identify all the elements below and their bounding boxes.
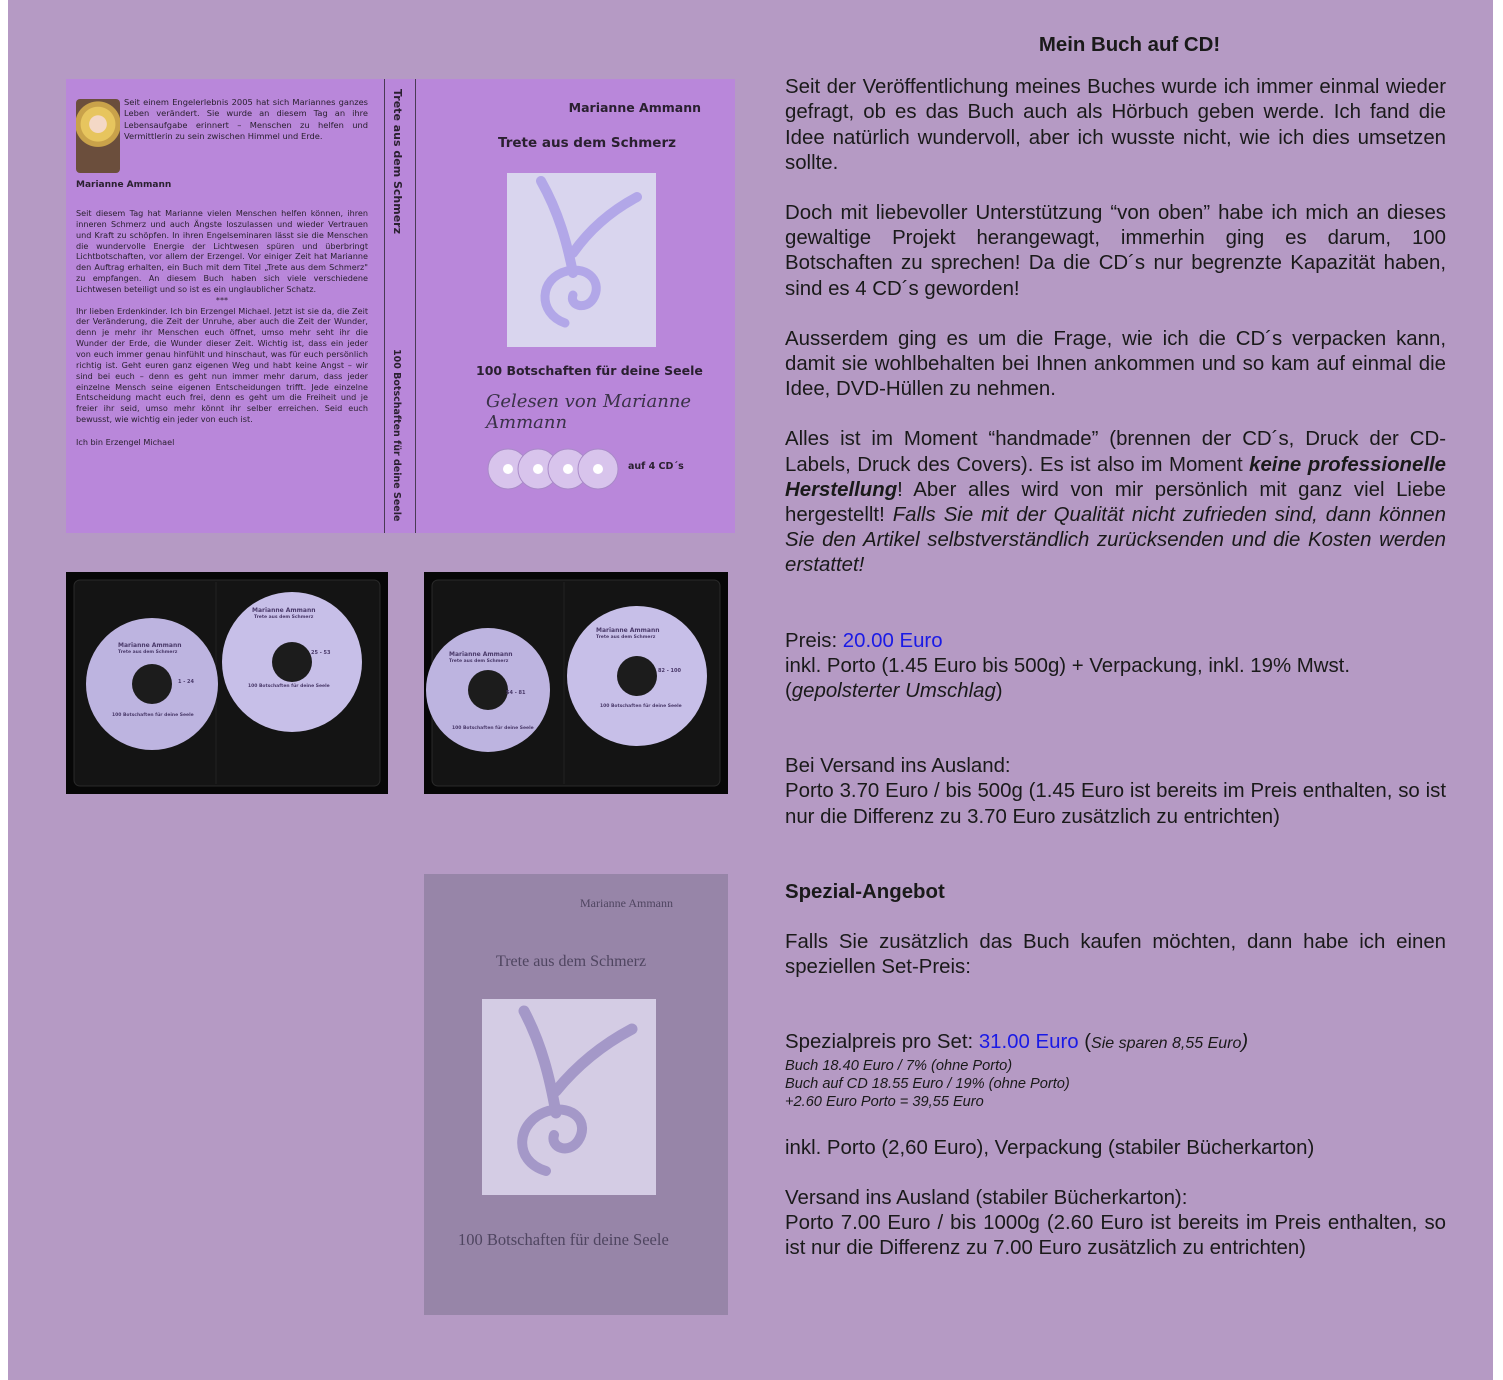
set-included-info: inkl. Porto (2,60 Euro), Verpackung (stabiler Bücherkarton): [785, 1136, 1315, 1159]
cover-back-author-name: Marianne Ammann: [76, 180, 172, 190]
cover-front-author: Marianne Ammann: [568, 100, 701, 115]
cover-back-body-2: Ihr lieben Erdenkinder. Ich bin Erzengel Michael. Jetzt ist sie da, die Zeit der Veränderung, die Zeit der Unruhe, aber auch die Zeit der Wunder, denn je mehr ihr Menschen euch öffnet, umso mehr seht ihr die Wunder der Erde, die Wunder dieser Zeit. Wichtig ist, dass ein jeder von euch immer genau hinfühlt und hinschaut, was für euch persönlich richtig ist. Geht euren ganz eigenen Weg und habt keine Angst – wir sind bei euch – denn es geht nun immer mehr darum, dass jeder einzelne Mensch seine eigenen Entscheidungen trifft. Jede einzelne Entscheidung macht euch frei, denn es geht um die Freiheit und je freier ihr seid, umso mehr könnt ihr selber erreichen. Seid euch bewusst, wie wichtig ein jeder von euch ist.: [76, 305, 368, 425]
cd-cover-image: [66, 79, 735, 533]
set-abroad-label: Versand ins Ausland (stabiler Bücherkarton):: [785, 1186, 1188, 1209]
book-artwork: [482, 999, 656, 1195]
paren-open: (: [785, 680, 792, 703]
cover-front-title: Trete aus dem Schmerz: [498, 135, 676, 151]
abroad-text: Porto 3.70 Euro / bis 500g (1.45 Euro ist bereits im Preis enthalten, so ist nur die Differenz zu 3.70 Euro zusätzlich zu entrichten): [785, 780, 1446, 828]
cover-front-subtitle: 100 Botschaften für deine Seele: [476, 363, 703, 378]
set-price-line: [785, 1030, 1446, 1056]
disc-4-title: Trete aus dem Schmerz: [596, 635, 656, 640]
cover-back-panel: [66, 79, 384, 533]
cover-front-reader: Gelesen von Marianne Ammann: [486, 391, 692, 433]
cover-back-body: [76, 208, 368, 456]
dvd-case-photo-2: [424, 572, 728, 794]
handmade-text-a: Alles ist im Moment “handmade” (brennen der CD´s, Druck der CD-Labels, Druck des Covers). Es ist also im Moment: [785, 428, 1446, 476]
handmade-text-c: ! Aber alles wird von mir persönlich mit ganz viel Liebe hergestellt!: [785, 478, 1446, 527]
handmade-paragraph: [785, 427, 1446, 578]
author-photo: [76, 99, 120, 173]
page-title: Mein Buch auf CD!: [1038, 34, 1221, 56]
disc-3-title: Trete aus dem Schmerz: [449, 659, 509, 664]
spine-title: Trete aus dem Schmerz: [391, 89, 404, 235]
cover-back-intro: Seit einem Engelerlebnis 2005 hat sich Mariannes ganzes Leben verändert. Sie wurde an diesem Tag an ihre Lebensaufgabe erinnert – Menschen zu helfen und Vermittlerin zu sein zwischen Himmel und Erde.: [124, 97, 368, 142]
cover-back-body-1: Seit diesem Tag hat Marianne vielen Menschen helfen können, ihren inneren Schmerz und auch Ängste loszulassen und wieder Vertrauen und Kraft zu schöpfen. In ihren Engelseminaren lässt sie die Menschen die wundervolle Energie der Lichtwesen spüren und überbringt Lichtbotschaften, vor allem der Erzengel. Vor einiger Zeit hat Marianne den Auftrag erhalten, ein Buch mit dem Titel „Trete aus dem Schmerz" zu empfangen. An diesem Buch haben sich viele verschiedene Lichtwesen beteiligt und so ist es ein unglaublicher Schatz.: [76, 208, 368, 294]
disc-1-title: Trete aus dem Schmerz: [118, 650, 178, 655]
disc-2-subtitle: 100 Botschaften für deine Seele: [248, 684, 330, 689]
book-author: Marianne Ammann: [580, 896, 673, 910]
price-link[interactable]: 20.00 Euro: [842, 629, 943, 652]
cover-spine: [384, 79, 416, 533]
set-paren-close: ): [1241, 1031, 1249, 1054]
special-offer-text: Falls Sie zusätzlich das Buch kaufen möchten, dann habe ich einen speziellen Set-Preis:: [785, 931, 1446, 979]
spine-subtitle: 100 Botschaften für deine Seele: [391, 349, 402, 522]
handmade-emphasis: keine professionelle Herstellung: [785, 453, 1446, 501]
packaging-paragraph: Ausserdem ging es um die Frage, wie ich die CD´s verpacken kann, damit sie wohlbehalten bei Ihnen ankommen und so kam auf einmal die Idee, DVD-Hüllen zu nehmen.: [785, 327, 1446, 401]
disc-4-author: Marianne Ammann: [596, 627, 660, 634]
disc-1-range: 1 - 24: [178, 679, 194, 685]
book-subtitle: 100 Botschaften für deine Seele: [458, 1230, 669, 1249]
special-offer-heading: Spezial-Angebot: [785, 880, 945, 903]
disc-3-subtitle: 100 Botschaften für deine Seele: [452, 726, 534, 731]
disc-2-author: Marianne Ammann: [252, 607, 316, 614]
return-policy-text: Falls Sie mit der Qualität nicht zufrieden sind, dann können Sie den Artikel selbstverständlich zurücksenden und die Kosten werden erstattet!: [785, 504, 1446, 577]
set-detail-cd: Buch auf CD 18.55 Euro / 19% (ohne Porto): [785, 1075, 1070, 1092]
cover-front-cds-label: auf 4 CD´s: [628, 461, 684, 472]
disc-2-title: Trete aus dem Schmerz: [254, 615, 314, 620]
book-title: Trete aus dem Schmerz: [496, 953, 647, 970]
set-paren-open: (: [1078, 1031, 1092, 1054]
cover-front-panel: [416, 79, 735, 533]
set-price-label: Spezialpreis pro Set:: [785, 1031, 979, 1054]
paren-close: ): [995, 680, 1003, 703]
disc-4-subtitle: 100 Botschaften für deine Seele: [600, 704, 682, 709]
abroad-label: Bei Versand ins Ausland:: [785, 755, 1011, 778]
dvd-case-photo-1: [66, 572, 388, 794]
project-paragraph: Doch mit liebevoller Unterstützung “von oben” habe ich mich an dieses gewaltige Projekt herangewagt, immerhin ging es darum, 100 Botschaften zu sprechen! Da die CD´s nur begrenzte Kapazität haben, sind es 4 CD´s geworden!: [785, 202, 1446, 300]
disc-3-range: 54 - 81: [506, 690, 526, 696]
intro-paragraph: Seit der Veröffentlichung meines Buches wurde ich immer einmal wieder gefragt, ob es das Buch auch als Hörbuch geben werde. Ich fand die Idee natürlich wundervoll, aber ich wusste nicht, wie ich dies umsetzen sollte.: [785, 76, 1446, 174]
set-saving: Sie sparen 8,55 Euro: [1091, 1035, 1242, 1053]
cd-stack-icon: [486, 447, 626, 492]
cover-back-signature: Ich bin Erzengel Michael: [76, 436, 175, 447]
disc-1-author: Marianne Ammann: [118, 642, 182, 649]
set-abroad-text: Porto 7.00 Euro / bis 1000g (2.60 Euro ist bereits im Preis enthalten, so ist nur die Differenz zu 7.00 Euro zusätzlich zu entrichten): [785, 1212, 1446, 1260]
price-line: [785, 629, 1446, 654]
description-column: [785, 33, 1446, 1262]
packaging-type: gepolsterter Umschlag: [791, 680, 996, 703]
price-label: Preis:: [785, 629, 843, 652]
disc-4-range: 82 - 100: [658, 668, 681, 674]
disc-3-author: Marianne Ammann: [449, 651, 513, 658]
set-price-link[interactable]: 31.00 Euro: [978, 1031, 1079, 1054]
cover-front-artwork: [507, 173, 656, 347]
disc-2-range: 25 - 53: [311, 650, 331, 656]
set-detail-porto: +2.60 Euro Porto = 39,55 Euro: [785, 1093, 984, 1110]
set-detail-book: Buch 18.40 Euro / 7% (ohne Porto): [785, 1057, 1013, 1074]
price-packaging-info: [785, 679, 1446, 704]
price-shipping-info: inkl. Porto (1.45 Euro bis 500g) + Verpackung, inkl. 19% Mwst.: [785, 654, 1350, 677]
book-photo: [424, 874, 728, 1315]
disc-1-subtitle: 100 Botschaften für deine Seele: [112, 713, 194, 718]
cover-back-stars: ***: [215, 294, 229, 305]
